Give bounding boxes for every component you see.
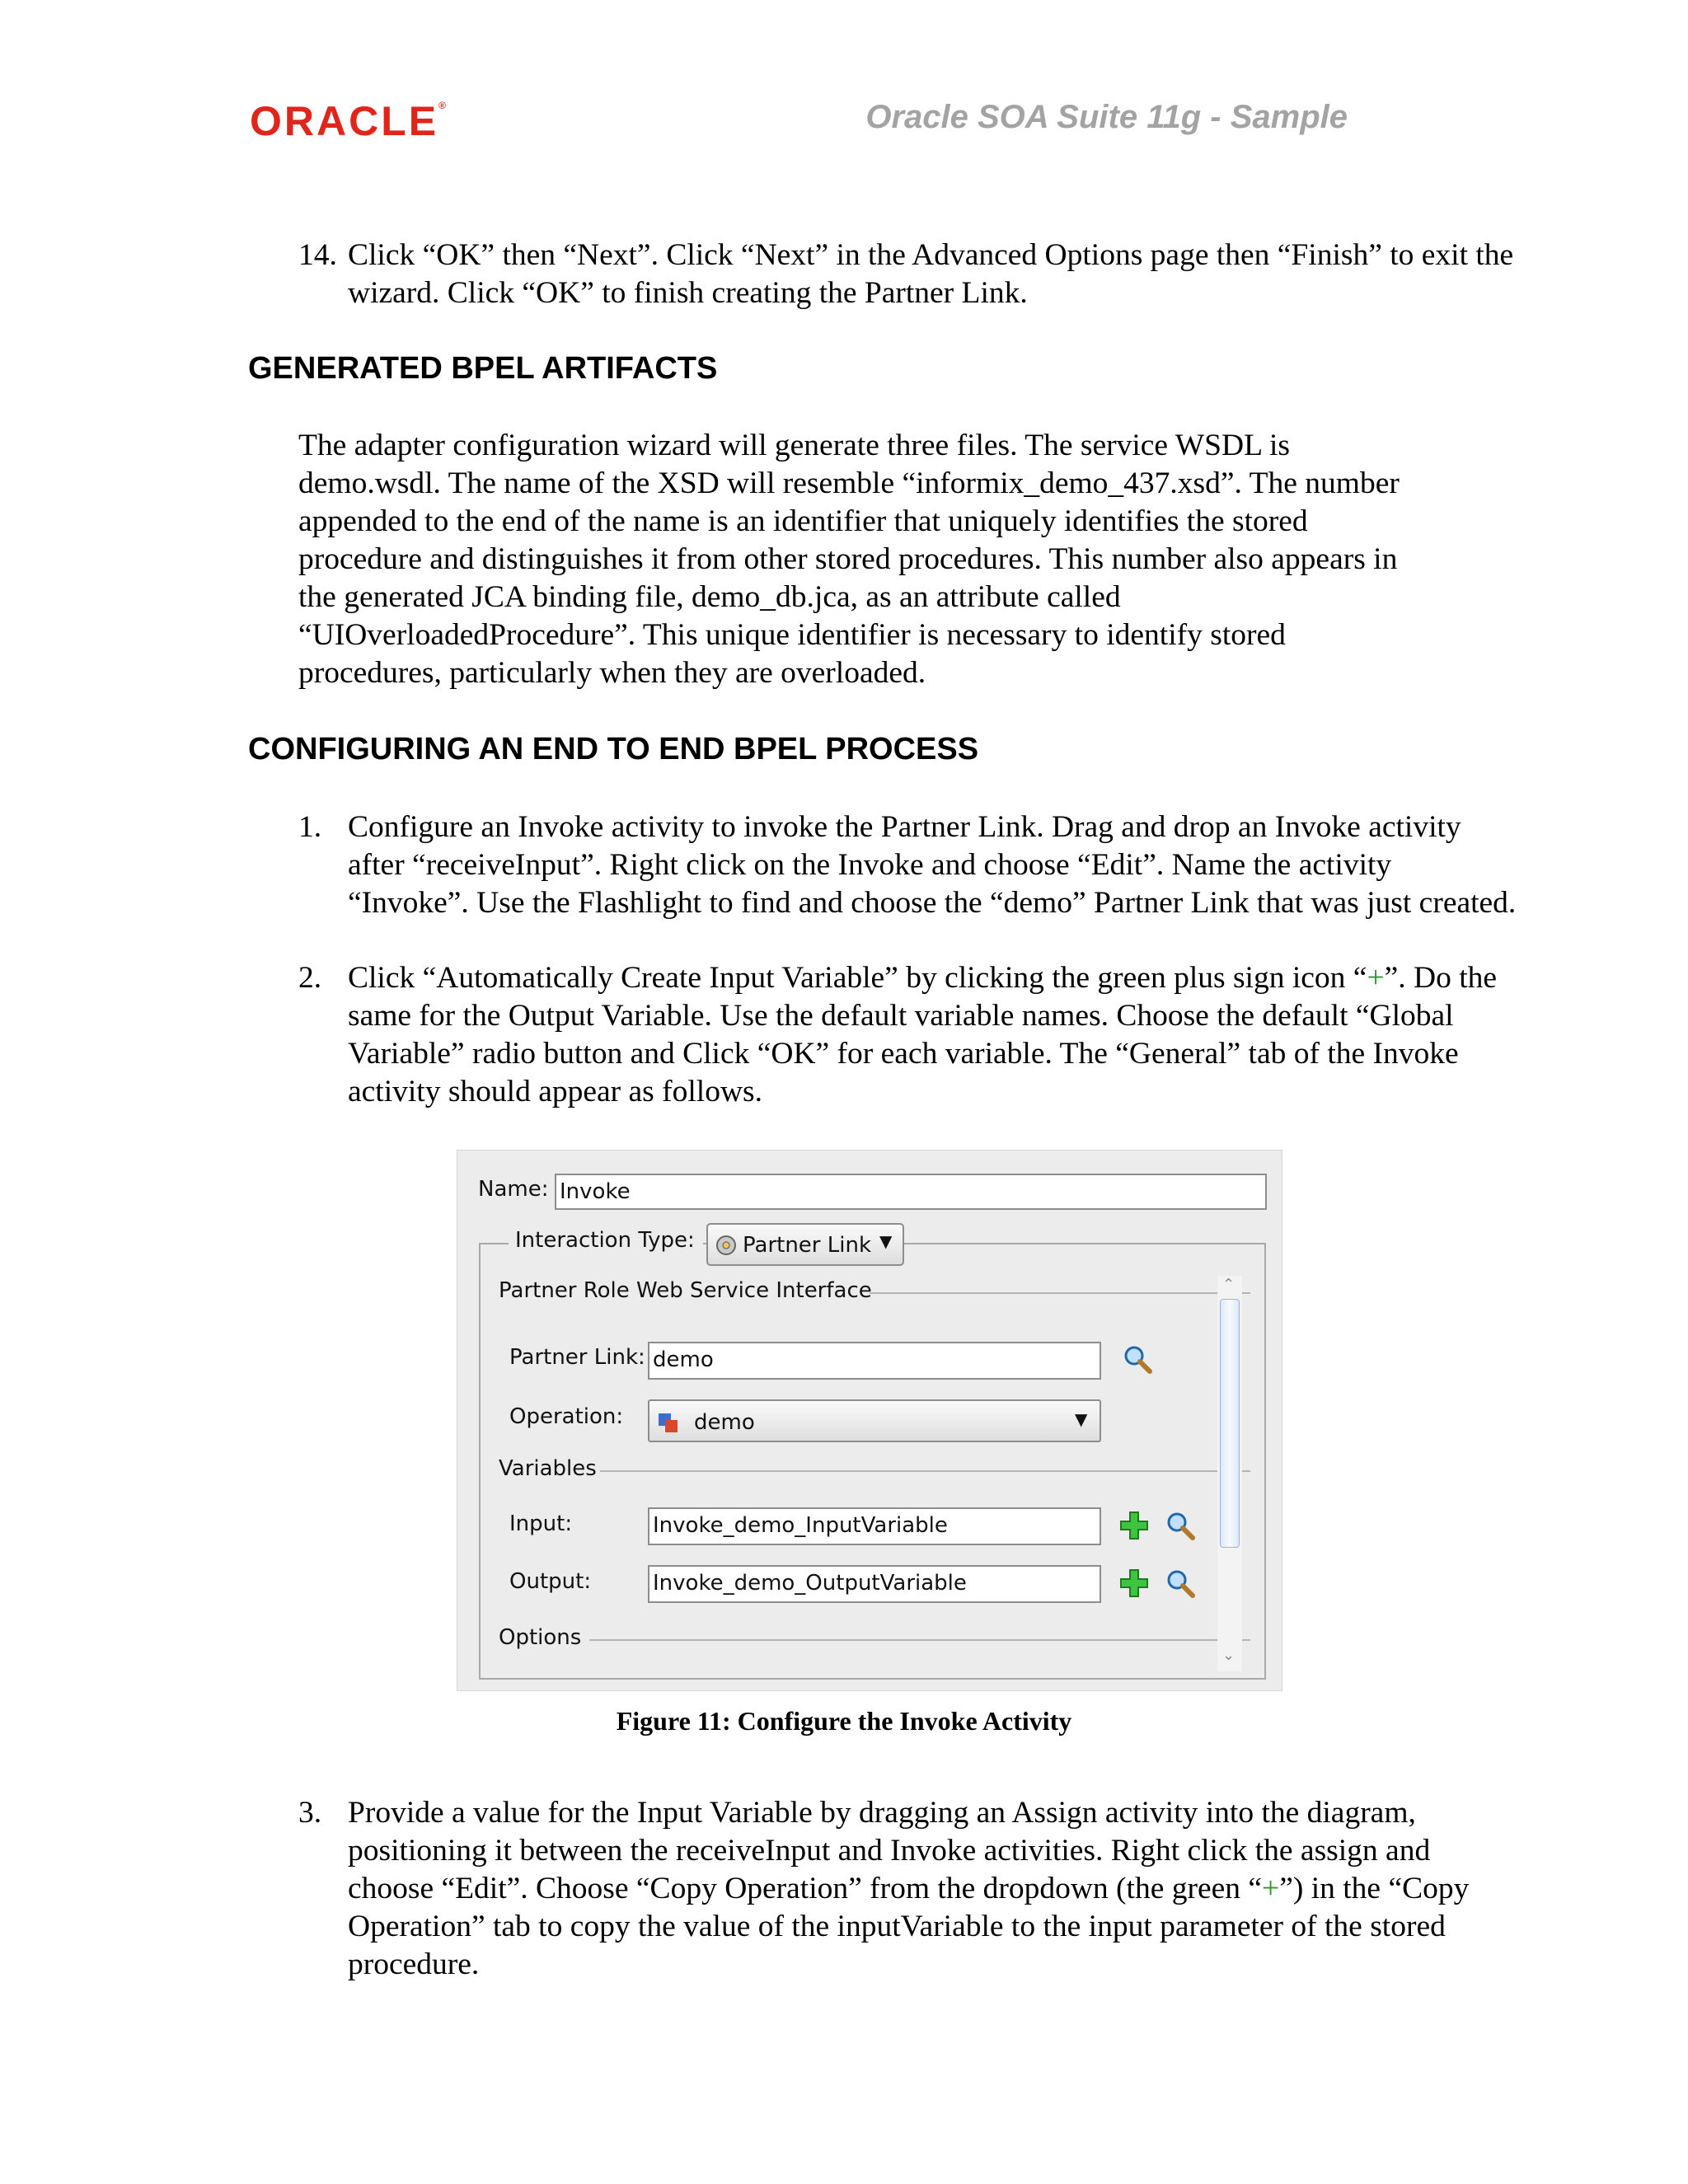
options-divider: [589, 1639, 1250, 1641]
operation-value: demo: [694, 1410, 755, 1435]
variables-label: Variables: [499, 1456, 597, 1481]
step-text: Click “OK” then “Next”. Click “Next” in the Advanced Options page then “Finish” to exit the wizard. Click “OK” to finish creating the Partner Link.: [348, 238, 1514, 310]
step-text-b: ”. Do the same for the Output Variable. Use the default variable names. Choose the default “Global Variable” radio button and Click “OK” for each variable. The “General” tab of the Invoke activity should appear as follows.: [348, 961, 1498, 1108]
scroll-down-icon[interactable]: ⌄: [1222, 1647, 1236, 1664]
partner-role-label: Partner Role Web Service Interface: [499, 1278, 872, 1303]
header-title: Oracle SOA Suite 11g - Sample: [865, 99, 1348, 135]
interaction-group: [479, 1243, 1266, 1680]
add-input-variable-icon[interactable]: [1118, 1510, 1150, 1541]
scrollbar-track[interactable]: [1217, 1276, 1242, 1671]
step-number: 14.: [298, 238, 337, 272]
oracle-logo: ORACLE®: [250, 98, 446, 144]
step-text: Configure an Invoke activity to invoke the Partner Link. Drag and drop an Invoke activity after “receiveInput”. Right click on the Invoke and choose “Edit”. Name the activity “Invoke”. Use the Flashlight to find and choose the “demo” Partner Link that was just created.: [348, 810, 1517, 920]
search-icon[interactable]: [1122, 1343, 1155, 1376]
interaction-type-value: Partner Link: [743, 1233, 871, 1258]
artifacts-paragraph: The adapter configuration wizard will generate three files. The service WSDL is demo.wsdl. The name of the XSD will resemble “informix_demo_437.xsd”. The number appended to the end of the name is an identifier that uniquely identifies the stored procedure and distinguishes it from other stored procedures. This number also appears in the generated JCA binding file, demo_db.jca, as an attribute called “UIOverloadedProcedure”. This unique identifier is necessary to identify stored procedures, particularly when they are overloaded.: [298, 429, 1400, 690]
operation-icon: [658, 1413, 679, 1434]
interaction-type-select[interactable]: [706, 1223, 904, 1266]
step-text: [348, 959, 1518, 1111]
step-number: 1.: [298, 810, 322, 844]
scroll-up-icon[interactable]: ⌃: [1222, 1276, 1236, 1293]
step-text: [348, 1794, 1518, 1984]
green-plus-text: +: [1262, 1872, 1280, 1905]
output-label: Output:: [509, 1569, 592, 1594]
step-text-a: Provide a value for the Input Variable by dragging an Assign activity into the diagram, positioning it between the receiveInput and Invoke activities. Right click the assign and choose “Edit”. Choose “Copy Operation” from the dropdown (the green “: [348, 1796, 1431, 1905]
options-label: Options: [499, 1625, 582, 1650]
search-icon[interactable]: [1165, 1510, 1198, 1543]
partner-link-icon: [715, 1234, 738, 1257]
input-variable-input[interactable]: Invoke_demo_InputVariable: [648, 1507, 1101, 1545]
name-input[interactable]: Invoke: [555, 1174, 1267, 1210]
partner-role-divider: [870, 1292, 1250, 1294]
scrollbar-thumb[interactable]: [1220, 1299, 1240, 1548]
chevron-down-icon: ▼: [1075, 1409, 1088, 1429]
step-text-a: Click “Automatically Create Input Variable” by clicking the green plus sign icon “: [348, 961, 1367, 995]
operation-label: Operation:: [509, 1404, 624, 1429]
partner-link-label: Partner Link:: [509, 1345, 645, 1370]
figure-caption: Figure 11: Configure the Invoke Activity: [616, 1706, 1072, 1736]
section-heading-artifacts: GENERATED BPEL ARTIFACTS: [248, 351, 718, 386]
operation-select[interactable]: [648, 1399, 1101, 1442]
name-label: Name:: [478, 1177, 549, 1202]
section-heading-configuring: CONFIGURING AN END TO END BPEL PROCESS: [248, 732, 979, 766]
variables-divider: [600, 1470, 1250, 1472]
partner-link-input[interactable]: demo: [648, 1342, 1101, 1380]
step-number: 2.: [298, 961, 322, 995]
invoke-dialog-screenshot: [457, 1150, 1282, 1691]
green-plus-text: +: [1367, 961, 1385, 995]
interaction-type-label: Interaction Type:: [509, 1228, 703, 1253]
output-variable-input[interactable]: Invoke_demo_OutputVariable: [648, 1565, 1101, 1603]
chevron-down-icon: ▼: [879, 1231, 893, 1251]
add-output-variable-icon[interactable]: [1118, 1568, 1150, 1599]
input-label: Input:: [509, 1511, 573, 1536]
step-text-b: ”) in the “Copy Operation” tab to copy the value of the inputVariable to the input parameter of the stored procedure.: [348, 1872, 1470, 1981]
search-icon[interactable]: [1165, 1568, 1198, 1601]
step-number: 3.: [298, 1796, 322, 1830]
